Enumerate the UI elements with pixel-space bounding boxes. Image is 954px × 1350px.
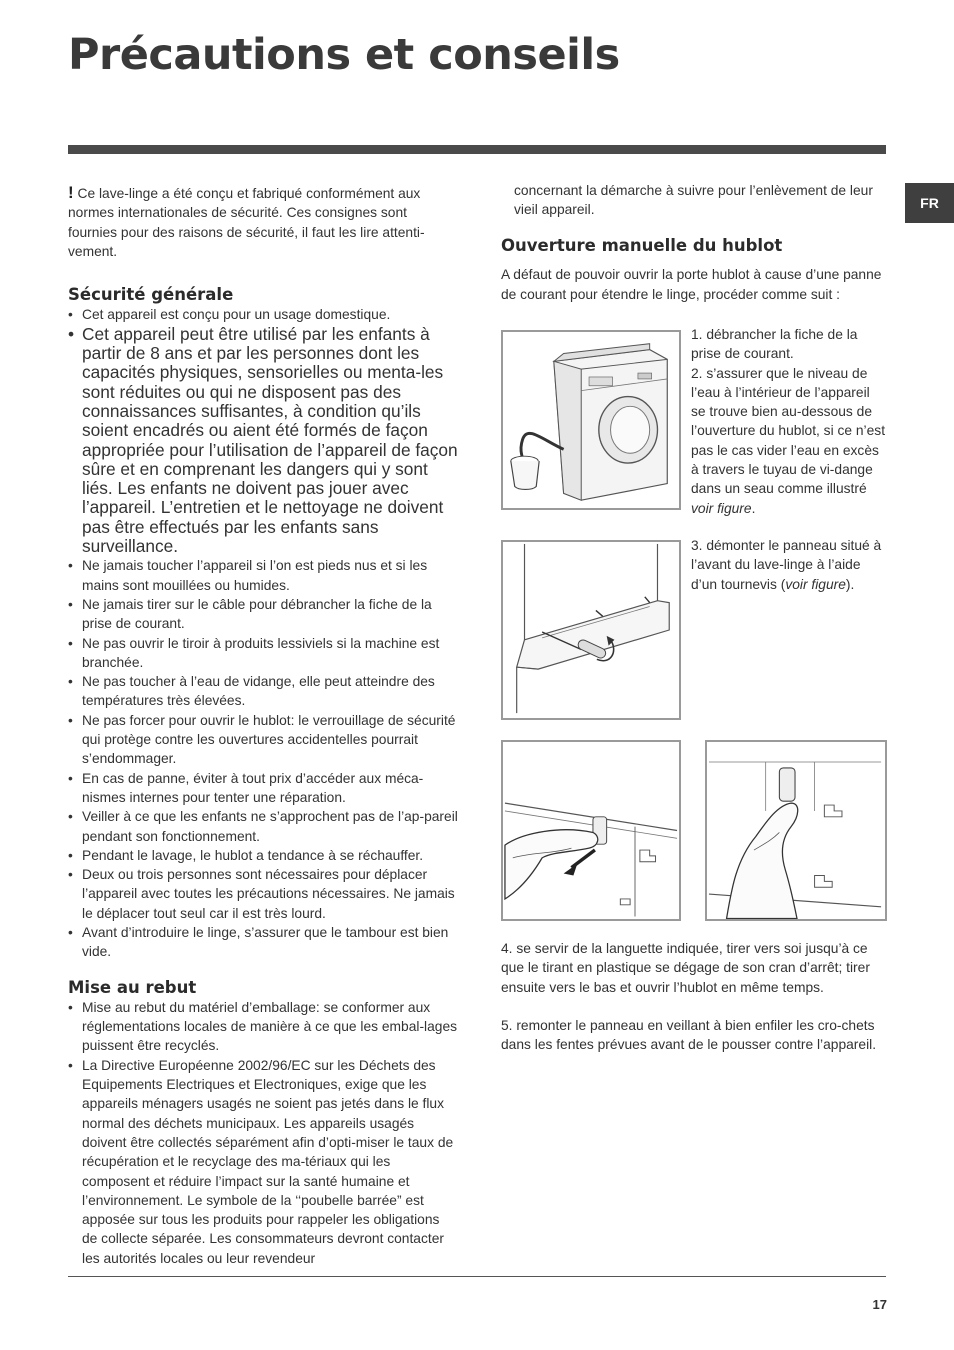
step-1: 1. débrancher la fiche de la prise de courant. — [691, 327, 858, 362]
page-title: Précautions et conseils — [68, 30, 620, 80]
hand-pull-tab-illustration — [503, 742, 679, 919]
step-4-5-text — [501, 939, 887, 1054]
step-2: 2. s’assurer que le niveau de l’eau à l’intérieur de l’appareil se trouve bien au-dessous de l’ouverture du hublot, si ce n’est pas le cas vider l’eau en excès à travers le tuyau de vi-dange dans un seau comme illustré voir figure. — [691, 365, 886, 516]
list-item: • Cet appareil peut être utilisé par les enfants à partir de 8 ans et par les personnes dont les capacités physiques, sensorielles ou menta-les sont réduites ou qui ne disposent pas des connaissances suffisantes, à condition qu’ils soient encadrés ou aient été formés de façon appropriée pour l’utilisation de l’appareil de façon sûre et en comprenant les dangers qui y sont liés. Les enfants ne doivent pas jouer avec l’appareil. L’entretien et le nettoyage ne doivent pas être effectués par les enfants sans surveillance. — [68, 325, 458, 557]
list-item: • Pendant le lavage, le hublot a tendance à se réchauffer. — [68, 846, 458, 865]
list-item: • Ne pas forcer pour ouvrir le hublot: le verrouillage de sécurité qui protège contre les ouvertures accidentelles pourrait s’endommager. — [68, 711, 458, 769]
screwdriver-panel-illustration — [503, 542, 679, 718]
footer-rule — [68, 1276, 886, 1277]
figure-remove-panel — [501, 540, 681, 720]
list-item: • Ne pas toucher à l’eau de vidange, elle peut atteindre des températures très élevées. — [68, 672, 458, 711]
step-4: 4. se servir de la languette indiquée, tirer vers soi jusqu’à ce que le tirant en plastique se dégage de son cran d’arrêt; tirer ensuite vers le bas et ouvrir l’hublot en même temps. — [501, 941, 870, 995]
list-item: • Ne pas ouvrir le tiroir à produits lessiviels si la machine est branchée. — [68, 634, 458, 673]
securite-heading: Sécurité générale — [68, 285, 234, 305]
figure-tab-closeup — [705, 740, 887, 921]
hand-tab-closeup-illustration — [707, 742, 885, 919]
list-item: • Avant d’introduire le linge, s’assurer que le tambour est bien vide. — [68, 923, 458, 962]
hublot-heading: Ouverture manuelle du hublot — [501, 236, 783, 255]
step-3: 3. démonter le panneau situé à l’avant du lave-linge à l’aide d’un tournevis (voir figure). — [691, 538, 882, 592]
intro-text: Ce lave-linge a été conçu et fabriqué conformément aux normes internationales de sécurité. Ces consignes sont fournies pour des raisons de sécurité, il faut les lire attenti-vement. — [68, 186, 425, 259]
language-tab: FR — [905, 183, 954, 223]
washing-machine-bucket-illustration — [503, 332, 679, 508]
figure-pull-tab — [501, 740, 681, 921]
left-column — [68, 183, 458, 1268]
step-1-2-text — [691, 325, 887, 518]
header-rule — [68, 145, 886, 154]
page-number: 17 — [872, 1297, 887, 1312]
hublot-intro: A défaut de pouvoir ouvrir la porte hublot à cause d’une panne de courant pour étendre le linge, procéder comme suit : — [501, 267, 882, 302]
list-item: • Veiller à ce que les enfants ne s’approchent pas de l’ap-pareil pendant son fonctionnement. — [68, 807, 458, 846]
list-item: • Mise au rebut du matériel d’emballage: se conformer aux réglementations locales de manière à ce que les embal-lages puissent être recyclés. — [68, 998, 458, 1056]
rebut-continuation — [514, 181, 886, 220]
warning-mark: ! — [68, 183, 74, 202]
list-item: • Ne jamais toucher l’appareil si l’on est pieds nus et si les mains sont mouillées ou humides. — [68, 556, 458, 595]
list-item: • Deux ou trois personnes sont nécessaires pour déplacer l’appareil avec toutes les précautions nécessaires. Ne jamais le déplacer tout seul car il est très lourd. — [68, 865, 458, 923]
step-5: 5. remonter le panneau en veillant à bien enfiler les cro-chets dans les fentes prévues avant de le pousser contre l’appareil. — [501, 1017, 877, 1053]
list-item: • La Directive Européenne 2002/96/EC sur les Déchets des Equipements Electriques et Electroniques, exige que les appareils ménagers usagés ne soient pas jetés dans le flux normal des déchets municipaux. Les appareils usagés doivent être collectés séparément afin d’opti-miser le taux de récupération et le recyclage des ma-tériaux qui les composent et réduire l’impact sur la santé humaine et l’environnement. Le symbole de la ‘‘poubelle barrée” est apposée sur tous les produits pour rappeler les obligations de collecte séparée. Les consommateurs devront contacter les autorités locales ou leur revendeur — [68, 1056, 458, 1268]
figure-drain-bucket — [501, 330, 681, 510]
hublot-section — [501, 236, 887, 304]
list-item: • En cas de panne, éviter à tout prix d’accéder aux méca-nismes internes pour tenter une réparation. — [68, 769, 458, 808]
step-3-text — [691, 536, 887, 594]
intro-paragraph — [68, 183, 458, 261]
rebut-continuation-text: concernant la démarche à suivre pour l’enlèvement de leur vieil appareil. — [514, 183, 873, 218]
rebut-list — [68, 998, 458, 1268]
list-item: • Ne jamais tirer sur le câble pour débrancher la fiche de la prise de courant. — [68, 595, 458, 634]
rebut-heading: Mise au rebut — [68, 977, 197, 997]
list-item: • Cet appareil est conçu pour un usage domestique. — [68, 305, 458, 324]
securite-list — [68, 305, 458, 961]
